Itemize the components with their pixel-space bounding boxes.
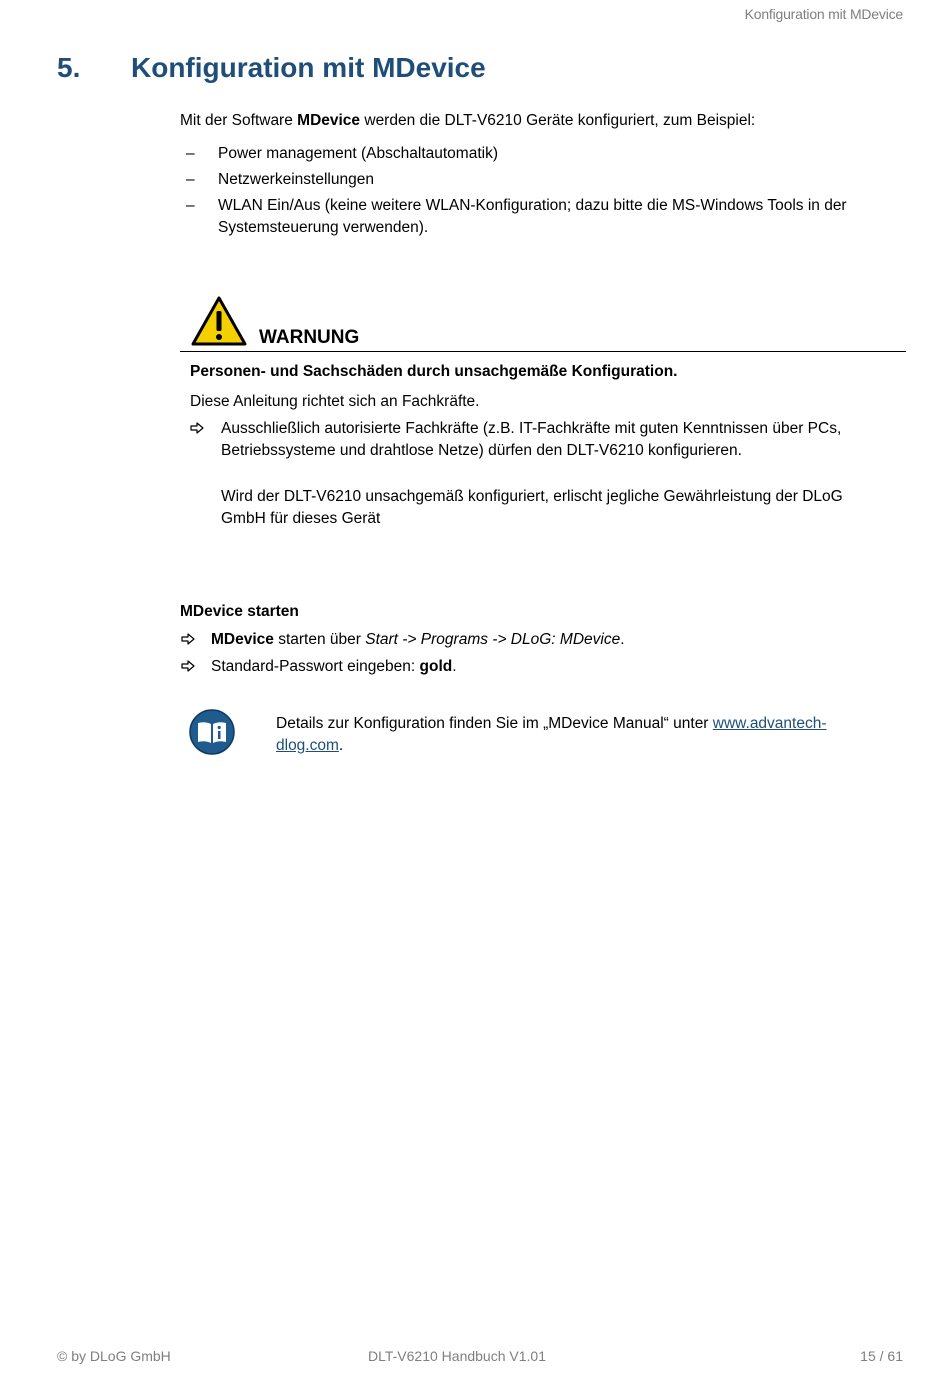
chapter-number: 5.: [57, 52, 81, 83]
website-link[interactable]: www.advantech-dlog.com: [276, 715, 827, 754]
step-text: Standard-Passwort eingeben:: [211, 658, 420, 675]
warning-bullet: Ausschließlich autorisierte Fachkräfte (z.B. IT-Fachkräfte mit guten Kenntnissen über PCs, Betriebssysteme und drahtlose Netze) dürfen den DLT-V6210 konfigurieren.: [221, 420, 842, 459]
intro-text-before: Mit der Software: [180, 112, 298, 129]
section-title: MDevice starten: [180, 603, 299, 620]
warning-text: Diese Anleitung richtet sich an Fachkräfte.: [190, 393, 480, 410]
list-item: Power management (Abschaltautomatik): [218, 145, 498, 162]
intro-bold: MDevice: [297, 112, 361, 129]
list-item: Netzwerkeinstellungen: [218, 171, 374, 188]
footer-copyright: © by DLoG GmbH: [57, 1348, 171, 1364]
warning-divider: [180, 351, 906, 352]
footer-document-title: DLT-V6210 Handbuch V1.01: [368, 1348, 546, 1364]
warning-title: WARNUNG: [259, 327, 360, 348]
step-bold: MDevice: [211, 631, 274, 648]
info-end: .: [338, 737, 344, 754]
menu-path: Start -> Programs -> DLoG: MDevice: [365, 631, 621, 648]
password-value: gold: [419, 658, 453, 675]
warning-paragraph: Wird der DLT-V6210 unsachgemäß konfiguriert, erlischt jegliche Gewährleistung der DLoG GmbH für dieses Gerät: [221, 488, 843, 527]
list-marker: –: [186, 145, 195, 162]
running-header: Konfiguration mit MDevice: [744, 6, 903, 22]
arrow-right-icon: [190, 422, 204, 434]
warning-triangle-icon: [191, 296, 247, 346]
list-marker: –: [186, 171, 195, 188]
step-end: .: [620, 631, 625, 648]
chapter-title: Konfiguration mit MDevice: [131, 52, 486, 83]
step-item: [211, 629, 871, 651]
footer-page-number: 15 / 61: [860, 1348, 903, 1364]
intro-text-after: werden die DLT-V6210 Geräte konfiguriert, zum Beispiel:: [360, 112, 756, 129]
step-end: .: [452, 658, 457, 675]
list-marker: –: [186, 197, 195, 214]
warning-subtitle: Personen- und Sachschäden durch unsachgemäße Konfiguration.: [190, 363, 678, 380]
manual-info-icon: [189, 709, 235, 755]
arrow-right-icon: [181, 633, 195, 645]
step-text: starten über: [273, 631, 366, 648]
list-item: WLAN Ein/Aus (keine weitere WLAN-Konfiguration; dazu bitte die MS-Windows Tools in der Systemsteuerung verwenden).: [218, 197, 847, 236]
arrow-right-icon: [181, 660, 195, 672]
info-note: [276, 713, 866, 757]
info-text: Details zur Konfiguration finden Sie im „MDevice Manual“ unter: [276, 715, 713, 732]
intro-paragraph: [180, 110, 755, 132]
step-item: [211, 656, 871, 678]
